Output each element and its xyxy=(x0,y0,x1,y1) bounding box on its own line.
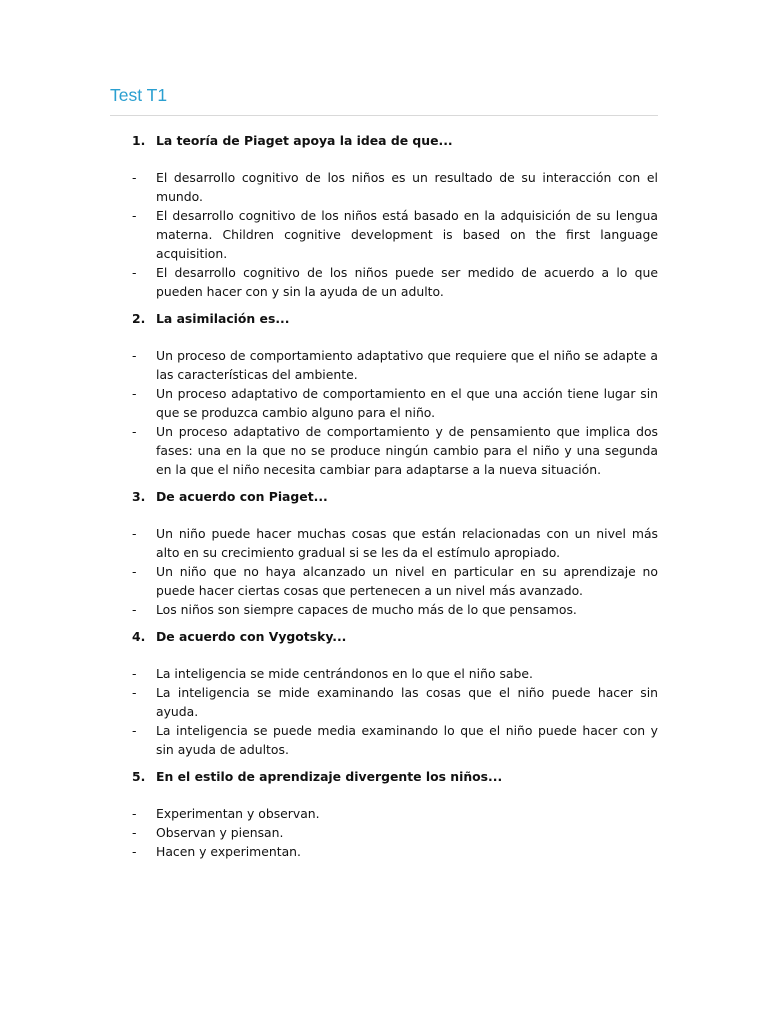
question-heading xyxy=(132,767,658,786)
option-text: El desarrollo cognitivo de los niños es un resultado de su interacción con el mundo. xyxy=(156,170,658,204)
dash-bullet: - xyxy=(132,386,137,401)
option-list xyxy=(132,346,658,479)
question-3 xyxy=(132,487,658,619)
page-title: Test T1 xyxy=(110,85,168,105)
option-item xyxy=(132,842,658,861)
question-text: De acuerdo con Piaget... xyxy=(156,489,328,504)
option-text: Un niño que no haya alcanzado un nivel en particular en su aprendizaje no puede hacer ciertas cosas que pertenecen a un nivel más avanzado. xyxy=(156,564,658,598)
dash-bullet: - xyxy=(132,424,137,439)
option-text: Un proceso adaptativo de comportamiento y de pensamiento que implica dos fases: una en la que no se produce ningún cambio para el niño y una segunda en la que el niño necesita cambiar para adaptarse a la nueva situación. xyxy=(156,424,658,477)
option-item xyxy=(132,263,658,301)
question-heading xyxy=(132,131,658,150)
dash-bullet: - xyxy=(132,348,137,363)
question-1 xyxy=(132,131,658,301)
option-text: Experimentan y observan. xyxy=(156,806,320,821)
option-text: Un niño puede hacer muchas cosas que están relacionadas con un nivel más alto en su crecimiento gradual si se les da el estímulo apropiado. xyxy=(156,526,658,560)
question-heading xyxy=(132,487,658,506)
question-text: De acuerdo con Vygotsky... xyxy=(156,629,347,644)
title-divider xyxy=(110,115,658,116)
dash-bullet: - xyxy=(132,666,137,681)
option-item xyxy=(132,683,658,721)
option-text: La inteligencia se mide examinando las cosas que el niño puede hacer sin ayuda. xyxy=(156,685,658,719)
question-number: 4. xyxy=(132,629,146,644)
option-item xyxy=(132,721,658,759)
option-text: El desarrollo cognitivo de los niños está basado en la adquisición de su lengua materna. Children cognitive development is based on the first language acquisition. xyxy=(156,208,658,261)
question-heading xyxy=(132,309,658,328)
option-item xyxy=(132,664,658,683)
option-text: La inteligencia se puede media examinando lo que el niño puede hacer con y sin ayuda de adultos. xyxy=(156,723,658,757)
question-list xyxy=(132,131,658,869)
option-item xyxy=(132,384,658,422)
option-list xyxy=(132,524,658,619)
option-text: Observan y piensan. xyxy=(156,825,284,840)
dash-bullet: - xyxy=(132,526,137,541)
dash-bullet: - xyxy=(132,265,137,280)
dash-bullet: - xyxy=(132,208,137,223)
question-5 xyxy=(132,767,658,861)
option-item xyxy=(132,562,658,600)
option-text: Hacen y experimentan. xyxy=(156,844,301,859)
dash-bullet: - xyxy=(132,806,137,821)
option-list xyxy=(132,168,658,301)
option-item xyxy=(132,168,658,206)
question-2 xyxy=(132,309,658,479)
question-text: En el estilo de aprendizaje divergente los niños... xyxy=(156,769,503,784)
option-item xyxy=(132,823,658,842)
option-item xyxy=(132,524,658,562)
option-text: Los niños son siempre capaces de mucho más de lo que pensamos. xyxy=(156,602,577,617)
question-4 xyxy=(132,627,658,759)
question-text: La asimilación es... xyxy=(156,311,290,326)
dash-bullet: - xyxy=(132,844,137,859)
option-text: Un proceso adaptativo de comportamiento en el que una acción tiene lugar sin que se produzca cambio alguno para el niño. xyxy=(156,386,658,420)
question-heading xyxy=(132,627,658,646)
dash-bullet: - xyxy=(132,602,137,617)
question-text: La teoría de Piaget apoya la idea de que... xyxy=(156,133,453,148)
dash-bullet: - xyxy=(132,685,137,700)
option-item xyxy=(132,346,658,384)
dash-bullet: - xyxy=(132,170,137,185)
question-number: 3. xyxy=(132,489,146,504)
option-item xyxy=(132,600,658,619)
question-number: 2. xyxy=(132,311,146,326)
question-number: 5. xyxy=(132,769,146,784)
option-text: La inteligencia se mide centrándonos en lo que el niño sabe. xyxy=(156,666,533,681)
question-number: 1. xyxy=(132,133,146,148)
option-item xyxy=(132,804,658,823)
option-list xyxy=(132,664,658,759)
option-item xyxy=(132,206,658,263)
option-item xyxy=(132,422,658,479)
option-text: Un proceso de comportamiento adaptativo que requiere que el niño se adapte a las características del ambiente. xyxy=(156,348,658,382)
dash-bullet: - xyxy=(132,825,137,840)
dash-bullet: - xyxy=(132,564,137,579)
option-list xyxy=(132,804,658,861)
dash-bullet: - xyxy=(132,723,137,738)
option-text: El desarrollo cognitivo de los niños puede ser medido de acuerdo a lo que pueden hacer con y sin la ayuda de un adulto. xyxy=(156,265,658,299)
